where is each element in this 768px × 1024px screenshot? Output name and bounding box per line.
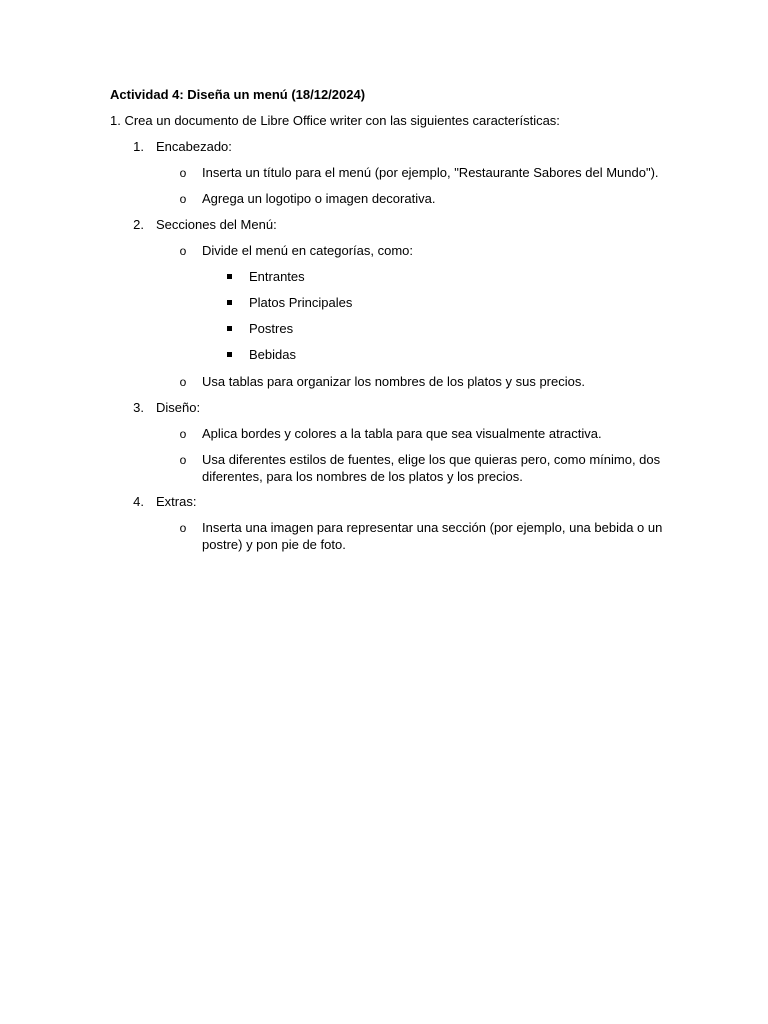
list-item: Aplica bordes y colores a la tabla para que sea visualmente atractiva. [202,426,602,441]
section-1-number: 1. [133,139,144,154]
circle-bullet-icon: o [179,244,187,258]
circle-bullet-icon: o [179,192,187,206]
square-bullet-icon [226,320,234,337]
category-item: Postres [249,321,294,336]
section-4-label: Extras: [156,494,197,509]
square-bullet-icon [226,268,234,285]
list-item: Usa diferentes estilos de fuentes, elige los que quieras pero, como mínimo, dos diferentes, para los nombres de los platos y los precios. [202,452,661,484]
list-item: Divide el menú en categorías, como: [202,243,413,258]
circle-bullet-icon: o [179,453,187,467]
square-bullet-icon [226,346,234,363]
list-item: Inserta un título para el menú (por ejemplo, "Restaurante Sabores del Mundo"). [202,165,659,180]
section-1-label: Encabezado: [156,139,232,154]
circle-bullet-icon: o [179,521,187,535]
section-2-label: Secciones del Menú: [156,217,277,232]
list-item: Usa tablas para organizar los nombres de los platos y sus precios. [202,374,585,389]
category-item: Bebidas [249,347,296,362]
category-item: Entrantes [249,269,305,284]
document-title: Actividad 4: Diseña un menú (18/12/2024) [110,87,366,102]
circle-bullet-icon: o [179,375,187,389]
square-bullet-icon [226,294,234,311]
circle-bullet-icon: o [179,427,187,441]
section-3-number: 3. [133,400,144,415]
list-item: Inserta una imagen para representar una sección (por ejemplo, una bebida o un postre) y pon pie de foto. [202,520,663,552]
intro-paragraph: 1. Crea un documento de Libre Office writer con las siguientes características: [110,113,560,128]
circle-bullet-icon: o [179,166,187,180]
category-item: Platos Principales [249,295,353,310]
section-4-number: 4. [133,494,144,509]
list-item: Agrega un logotipo o imagen decorativa. [202,191,436,206]
section-2-number: 2. [133,217,144,232]
section-3-label: Diseño: [156,400,201,415]
